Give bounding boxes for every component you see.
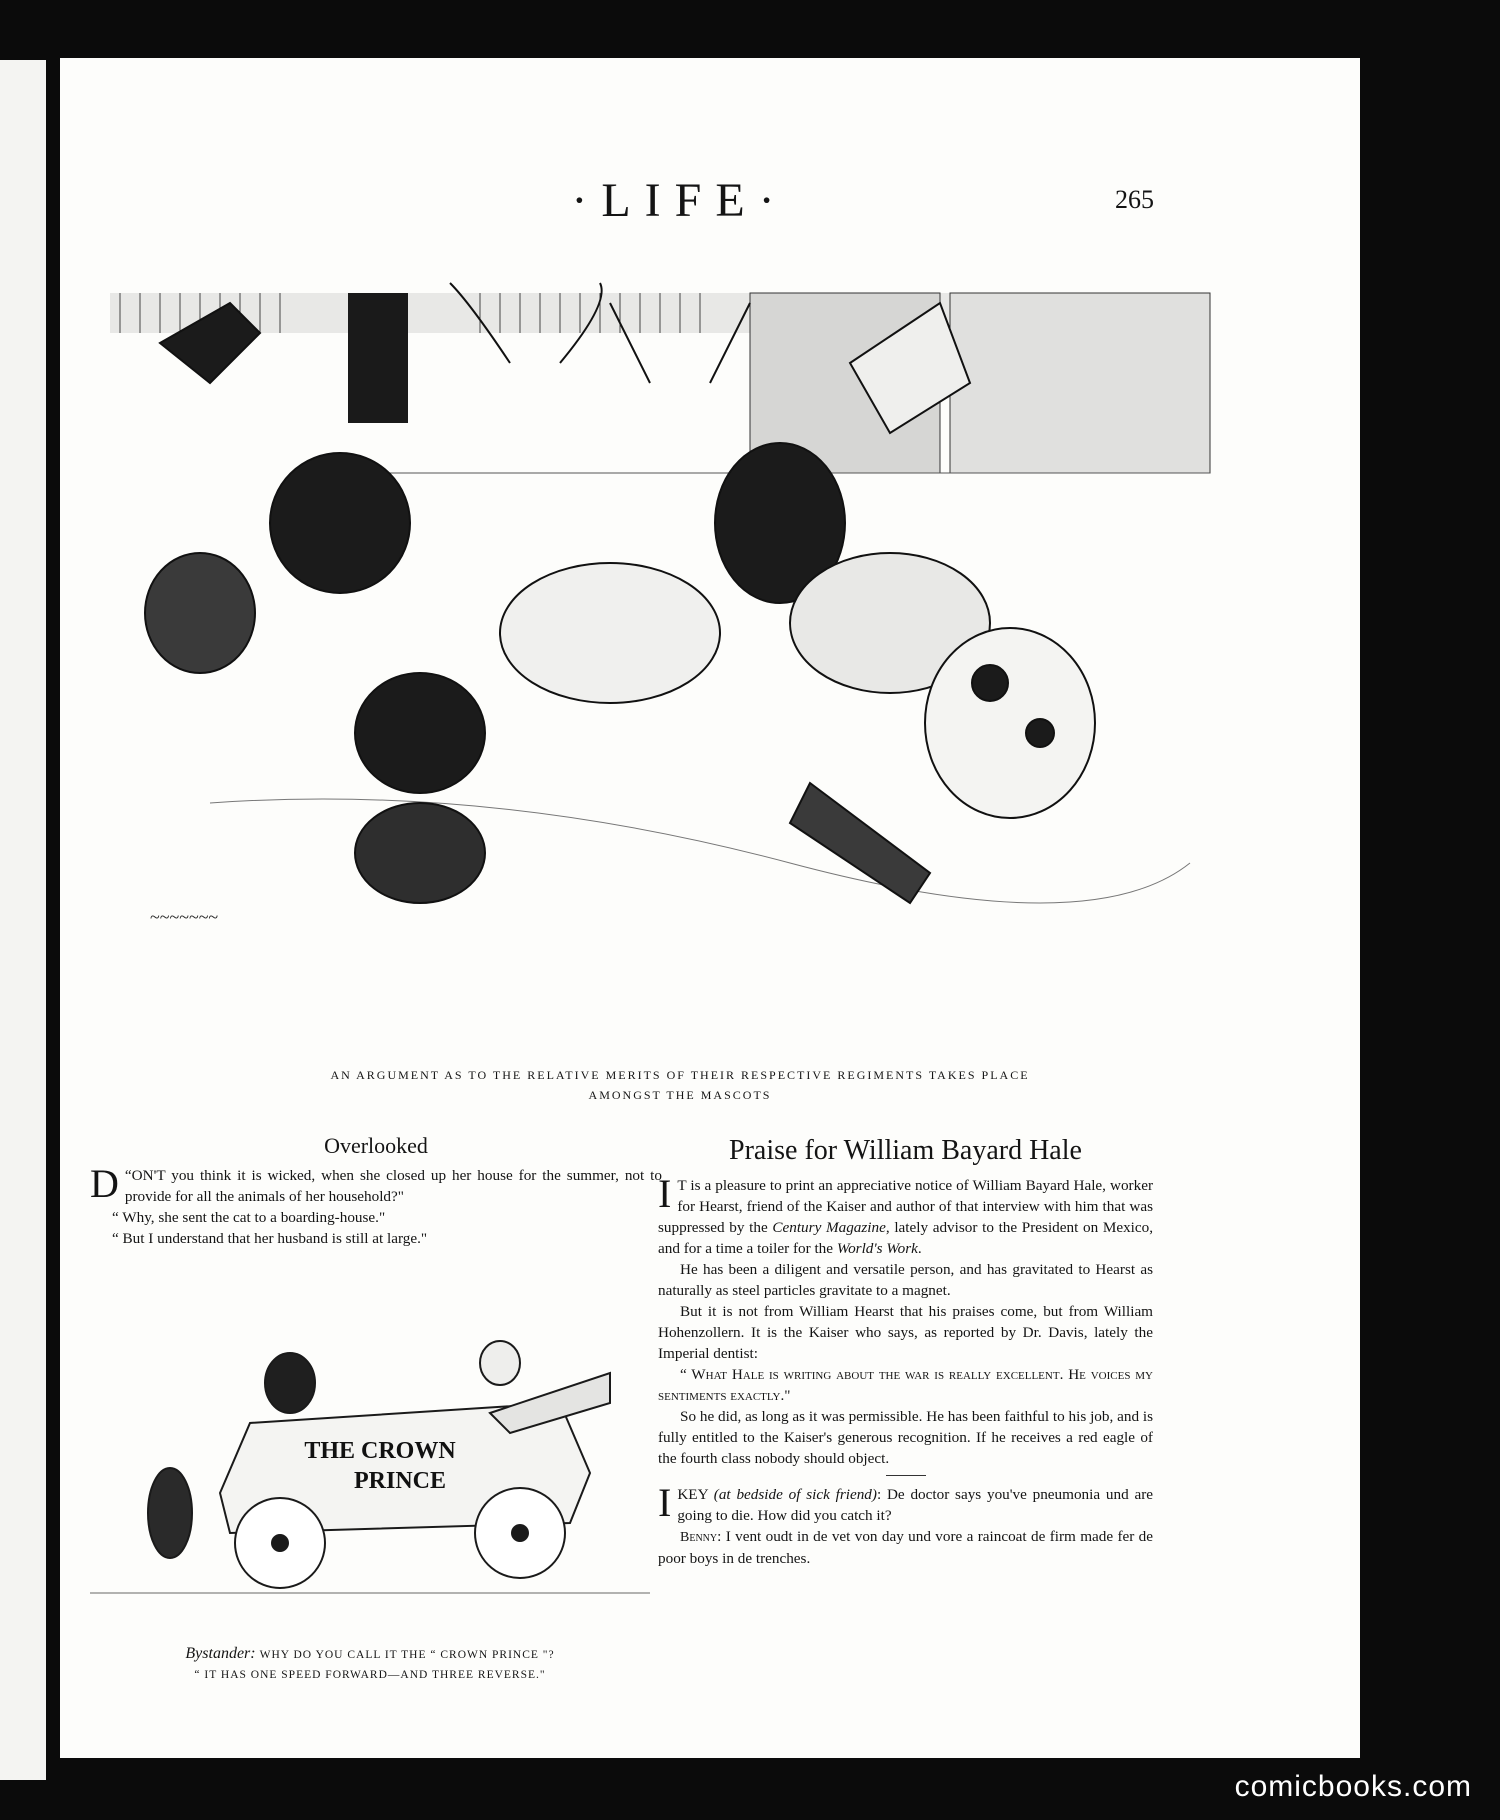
driver <box>265 1353 315 1413</box>
speaker-ikey: KEY <box>677 1486 708 1503</box>
century-magazine: Century Magazine <box>772 1219 886 1236</box>
watermark: comicbooks.com <box>1234 1770 1472 1803</box>
dog-spot <box>1026 719 1054 747</box>
animals <box>145 283 1095 903</box>
black-goat <box>270 453 410 593</box>
main-caption-line1: AN ARGUMENT AS TO THE RELATIVE MERITS OF THEIR RESPECTIVE REGIMENTS TAKES PLACE <box>330 1068 1030 1082</box>
car-caption-question: WHY DO YOU CALL IT THE “ CROWN PRINCE "? <box>259 1649 555 1661</box>
paragraph-text: : De doctor says you've pneumonia und are going to die. How did you catch it? <box>677 1486 1153 1524</box>
overlooked-paragraph-2: “ Why, she sent the cat to a boarding-house." <box>112 1209 386 1226</box>
car-caption <box>90 1644 650 1685</box>
hale-paragraph-3: But it is not from William Hearst that his praises come, but from William Hohenzollern. It is the Kaiser who says, as reported by Dr. Davis, lately the Imperial dentist: <box>658 1303 1153 1362</box>
bystander <box>148 1468 192 1558</box>
worlds-work: World's Work <box>836 1240 918 1257</box>
masthead: ·LIFE· <box>571 174 789 227</box>
dropcap: D <box>90 1161 119 1206</box>
article-title-overlooked: Overlooked <box>324 1133 428 1158</box>
article-overlooked <box>90 1133 662 1249</box>
facing-page-edge <box>0 60 46 1780</box>
anecdote-ikey <box>658 1480 1153 1526</box>
paragraph-text: : I vent oudt in de vet von day und vore a raincoat de firm made fer de poor boys in de trenches. <box>658 1528 1153 1567</box>
stage-direction: (at bedside of sick friend) <box>713 1486 877 1503</box>
open-quote: “ <box>124 1167 132 1184</box>
hale-paragraph-2: He has been a diligent and versatile person, and has gravitated to Hearst as naturally as steel particles gravitate to a magnet. <box>658 1261 1153 1299</box>
anecdote-benny <box>658 1526 1153 1569</box>
hale-paragraph-5: So he did, as long as it was permissible. He has been faithful to his job, and is fully entitled to the Kaiser's generous recognition. If he receives a red eagle of the fourth class nobody should object. <box>658 1408 1153 1467</box>
divider <box>886 1475 926 1476</box>
signature-scribble: ~~~~~~~ <box>150 907 219 927</box>
hale-paragraph-4: “ What Hale is writing about the war is really excellent. He voices my sentiments exactly." <box>658 1366 1153 1404</box>
overlooked-paragraph-1 <box>90 1161 662 1207</box>
monkey-center <box>355 673 485 793</box>
passenger <box>480 1341 520 1385</box>
paragraph-text: T is a pleasure to print an appreciative notice of William Bayard Hale, worker for Hearst, friend of the Kaiser and author of that interview with him that was suppressed by the <box>658 1177 1153 1236</box>
dropcap: I <box>658 1480 672 1525</box>
article-title-hale: Praise for William Bayard Hale <box>729 1135 1082 1166</box>
dog-spot <box>972 665 1008 701</box>
speaker-benny: Benny <box>680 1530 718 1545</box>
paragraph-text: . <box>917 1240 922 1257</box>
monkey-ground <box>355 803 485 903</box>
main-caption <box>220 1065 1140 1105</box>
car-sign-line1: THE CROWN <box>304 1438 456 1464</box>
mascots-cartoon <box>90 263 1240 1053</box>
page-number: 265 <box>1115 185 1154 214</box>
car-caption-speaker: Bystander: <box>185 1645 256 1662</box>
crown-prince-car-cartoon <box>90 1263 650 1643</box>
paragraph-text: , lately advisor to the President on Mexico, and for a time a toiler for the <box>658 1219 1154 1257</box>
magazine-page <box>60 58 1360 1758</box>
article-hale <box>658 1135 1153 1569</box>
monkey-left <box>145 553 255 673</box>
car-caption-answer: “ IT HAS ONE SPEED FORWARD—AND THREE REVERSE." <box>194 1669 546 1681</box>
spotted-dog <box>925 628 1095 818</box>
hale-paragraph-1 <box>658 1171 1154 1259</box>
small-dog <box>790 783 930 903</box>
car-sign-line2: PRINCE <box>353 1468 447 1494</box>
dropcap: I <box>658 1171 672 1216</box>
overlooked-paragraph-3: “ But I understand that her husband is still at large." <box>112 1230 428 1247</box>
paragraph-text: ON'T you think it is wicked, when she closed up her house for the summer, not to provide for all the animals of her household?" <box>124 1167 662 1205</box>
main-caption-line2: AMONGST THE MASCOTS <box>588 1088 772 1102</box>
white-goat <box>500 563 720 703</box>
